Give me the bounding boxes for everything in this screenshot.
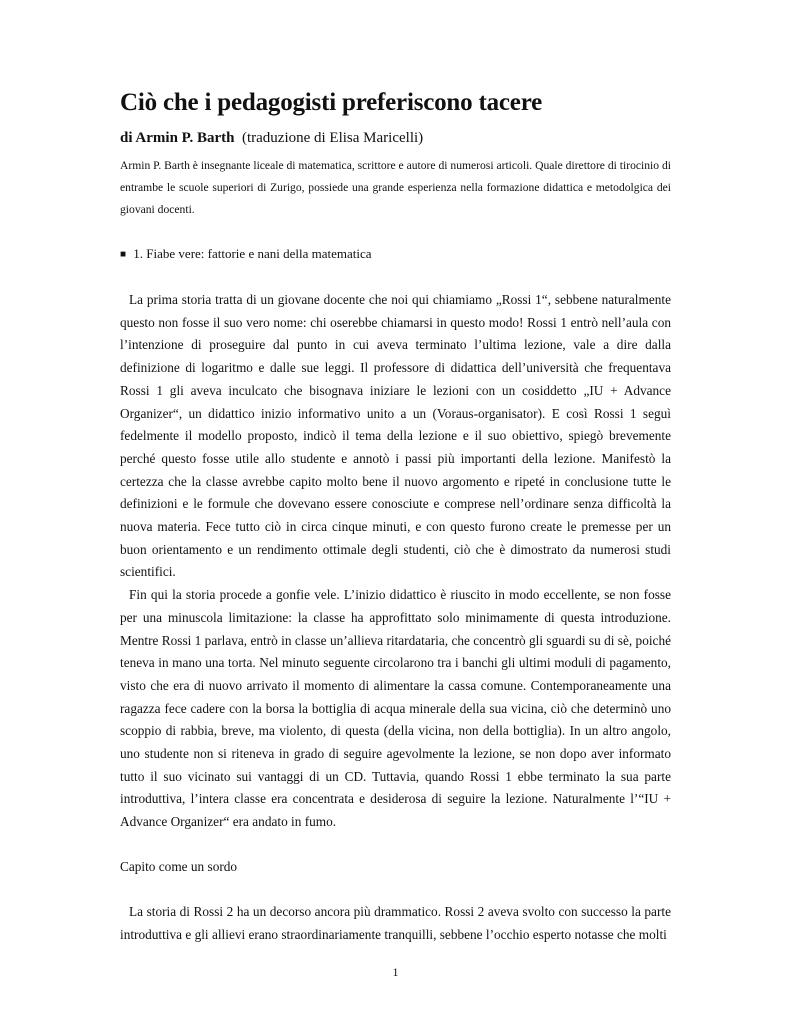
document-title: Ciò che i pedagogisti preferiscono tacere: [120, 89, 543, 116]
square-bullet-icon: ■: [120, 249, 127, 260]
byline: [120, 128, 671, 148]
author-name: di Armin P. Barth: [120, 130, 235, 146]
body-paragraph: La prima storia tratta di un giovane docente che noi qui chiamiamo „Rossi 1“, sebbene naturalmente questo non fosse il suo vero nome: chi oserebbe chiamarsi in questo modo! Rossi 1 entrò nell’aula con l’intenzione di proseguire dal punto in cui aveva terminato l’ultima lezione, vale a dire dalla definizione di logaritmo e dalle sue leggi. Il professore di didattica dell’università che frequentava Rossi 1 gli aveva inculcato che bisognava iniziare le lezioni con un cosiddetto „IU + Advance Organizer“, un didattico inizio informativo unito a un (Voraus-organisator). E così Rossi 1 seguì fedelmente il modello proposto, indicò il tema della lezione e il suo obiettivo, spiegò brevemente perché questo fosse utile allo studente e annotò i passi più importanti della lezione. Manifestò la certezza che la classe avrebbe capito molto bene il nuovo argomento e ripeté in conclusione tutte le definizioni e le formule che dovevano essere conosciute e comprese nell’ordinare senza difficoltà la nuova materia. Fece tutto ciò in circa cinque minuti, e con questo furono create le premesse per un buon orientamento e un rendimento ottimale degli studenti, ciò che è dimostrato da numerosi studi scientifici.: [120, 292, 671, 580]
subheading: Capito come un sordo: [120, 858, 238, 874]
section-heading: [120, 244, 671, 266]
translation-credit: (traduzione di Elisa Maricelli): [241, 130, 424, 146]
body-paragraph: La storia di Rossi 2 ha un decorso ancora più drammatico. Rossi 2 aveva svolto con successo la parte introduttiva e gli allievi erano straordinariamente tranquilli, sebbene l’occhio esperto notasse che molti: [120, 903, 671, 942]
document-page: [120, 88, 671, 946]
author-bio: Armin P. Barth è insegnante liceale di matematica, scrittore e autore di numerosi articoli. Quale direttore di tirocinio di entrambe le scuole superiori di Zurigo, possiede una grande esperienza nella formazione didattica e metodolgica dei giovani docenti.: [120, 159, 671, 216]
section-heading-text: 1. Fiabe vere: fattorie e nani della matematica: [133, 246, 372, 261]
page-number: 1: [392, 965, 399, 979]
body-paragraph: Fin qui la storia procede a gonfie vele. L’inizio didattico è riuscito in modo eccellente, se non fosse per una minuscola limitazione: la classe ha approfittato solo minimamente di questa introduzione. Mentre Rossi 1 parlava, entrò in classe un’allieva ritardataria, che concentrò gli sguardi su di sè, poiché teneva in mano una torta. Nel minuto seguente circolarono tra i banchi gli ultimi moduli di pagamento, visto che era di nuovo arrivato il momento di alimentare la cassa comune. Contemporaneamente una ragazza fece cadere con la borsa la bottiglia di acqua minerale della sua vicina, ciò che determinò uno scoppio di rabbia, breve, ma violento, di questa (della vicina, non della bottiglia). In un altro angolo, uno studente non si riteneva in grado di seguire agevolmente la lezione, se non dopo aver informato tutto il suo vicinato sui vantaggi di un CD. Tuttavia, quando Rossi 1 ebbe terminato la sua parte introduttiva, l’intera classe era concentrata e desiderosa di seguire la lezione. Naturalmente l’“IU + Advance Organizer“ era andato in fumo.: [120, 587, 671, 830]
